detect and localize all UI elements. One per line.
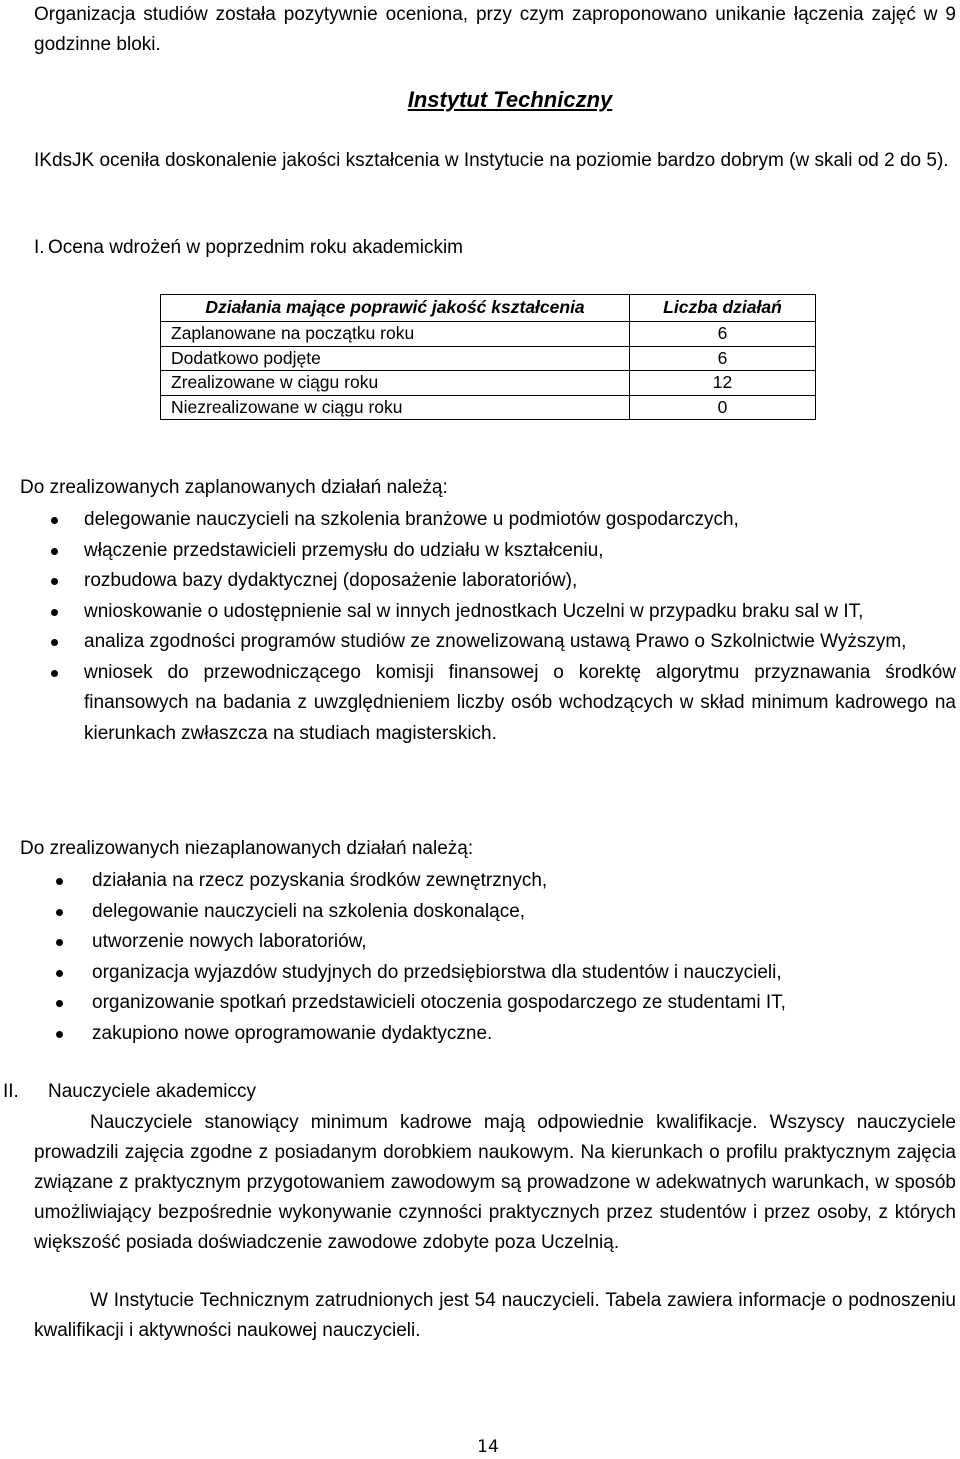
section-2-title: Nauczyciele akademiccy (48, 1081, 257, 1102)
list-item (92, 897, 956, 928)
bullet-icon (51, 609, 58, 616)
bullet-icon (51, 578, 58, 585)
page-number: 14 (477, 1437, 499, 1457)
table-header-row (161, 295, 816, 322)
intro-paragraph: Organizacja studiów została pozytywnie oceniona, przy czym zaproponowano unikanie łączenia zajęć w 9 godzinne bloki. (34, 4, 956, 55)
bullet-icon (56, 1000, 63, 1007)
section-1-title: Ocena wdrożeń w poprzednim roku akademickim (48, 237, 464, 258)
list-item-text: delegowanie nauczycieli na szkolenia doskonalące, (92, 900, 526, 922)
list-item (84, 505, 956, 536)
list-item-text: włączenie przedstawicieli przemysłu do udziału w kształceniu, (84, 539, 604, 561)
section-1-number: I. (34, 237, 45, 258)
bullet-icon (56, 909, 63, 916)
table-cell-value: 12 (630, 371, 816, 396)
bullet-icon (51, 670, 58, 677)
bullet-icon (51, 517, 58, 524)
teachers-paragraph-1-text: Nauczyciele stanowiący minimum kadrowe mają odpowiednie kwalifikacje. Wszyscy nauczyciele prowadzili zajęcia zgodne z posiadanym dorobkiem naukowym. Na kierunkach o profilu praktycznym zajęcia związane z praktycznym przygotowaniem zawodowym są prowadzone w adekwatnych warunkach, w sposób umożliwiający bezpośrednie wykonywanie czynności praktycznych przez studentów i przez osoby, z których większość posiada doświadczenie zawodowe zdobyte poza Uczelnią. (34, 1112, 956, 1253)
list-item-text: analiza zgodności programów studiów ze znowelizowaną ustawą Prawo o Szkolnictwie Wyższym, (84, 631, 907, 652)
table-row (161, 322, 816, 347)
list-item (92, 1019, 956, 1050)
bullet-icon (56, 1031, 63, 1038)
list-item (84, 536, 956, 567)
list-item-text: rozbudowa bazy dydaktycznej (doposażenie laboratoriów), (84, 570, 578, 591)
list-item (84, 597, 956, 628)
table-row (161, 346, 816, 371)
planned-actions-heading: Do zrealizowanych zaplanowanych działań należą: (20, 477, 448, 498)
list-item (84, 658, 956, 750)
institute-heading: Instytut Techniczny (407, 87, 613, 112)
list-item-text: delegowanie nauczycieli na szkolenia branżowe u podmiotów gospodarczych, (84, 509, 739, 530)
table-cell-label: Zrealizowane w ciągu roku (161, 371, 630, 396)
bullet-icon (56, 970, 63, 977)
table-header-count: Liczba działań (630, 295, 816, 322)
bullet-icon (56, 939, 63, 946)
unplanned-actions-list (92, 866, 956, 1049)
list-item (84, 566, 956, 597)
teachers-paragraph-1 (34, 1108, 956, 1258)
list-item-text: wnioskowanie o udostępnienie sal w innych jednostkach Uczelni w przypadku braku sal w IT, (84, 600, 864, 622)
table-row (161, 371, 816, 396)
list-item-text: organizacja wyjazdów studyjnych do przedsiębiorstwa dla studentów i nauczycieli, (92, 961, 782, 983)
list-item-text: utworzenie nowych laboratoriów, (92, 931, 367, 952)
list-item (92, 988, 956, 1019)
table-cell-label: Niezrealizowane w ciągu roku (161, 395, 630, 420)
table-header-actions: Działania mające poprawić jakość kształcenia (161, 295, 630, 322)
list-item (92, 958, 956, 989)
list-item-text: działania na rzecz pozyskania środków zewnętrznych, (92, 870, 548, 891)
list-item (92, 866, 956, 897)
list-item (84, 627, 956, 658)
table-cell-value: 6 (630, 322, 816, 347)
table-row (161, 395, 816, 420)
bullet-icon (51, 639, 58, 646)
list-item-text: wniosek do przewodniczącego komisji finansowej o korektę algorytmu przyznawania środków finansowych na badania z uwzględnieniem liczby osób wchodzących w skład minimum kadrowego na kierunkach zwłaszcza na studiach magisterskich. (84, 661, 956, 744)
table-cell-value: 0 (630, 395, 816, 420)
unplanned-actions-heading: Do zrealizowanych niezaplanowanych działań należą: (20, 838, 474, 859)
bullet-icon (56, 878, 63, 885)
section-2-number: II. (3, 1081, 19, 1102)
bullet-icon (51, 548, 58, 555)
actions-table (160, 294, 816, 420)
table-cell-label: Dodatkowo podjęte (161, 346, 630, 371)
table-cell-label: Zaplanowane na początku roku (161, 322, 630, 347)
list-item-text: organizowanie spotkań przedstawicieli otoczenia gospodarczego ze studentami IT, (92, 992, 786, 1013)
teachers-paragraph-2 (34, 1286, 956, 1346)
list-item (92, 927, 956, 958)
planned-actions-list (84, 505, 956, 749)
list-item-text: zakupiono nowe oprogramowanie dydaktyczne. (92, 1022, 493, 1044)
teachers-paragraph-2-text: W Instytucie Technicznym zatrudnionych jest 54 nauczycieli. Tabela zawiera informacje o podnoszeniu kwalifikacji i aktywności naukowej nauczycieli. (34, 1290, 956, 1341)
table-cell-value: 6 (630, 346, 816, 371)
assessment-paragraph: IKdsJK oceniła doskonalenie jakości kształcenia w Instytucie na poziomie bardzo dobrym (w skali od 2 do 5). (34, 150, 949, 171)
